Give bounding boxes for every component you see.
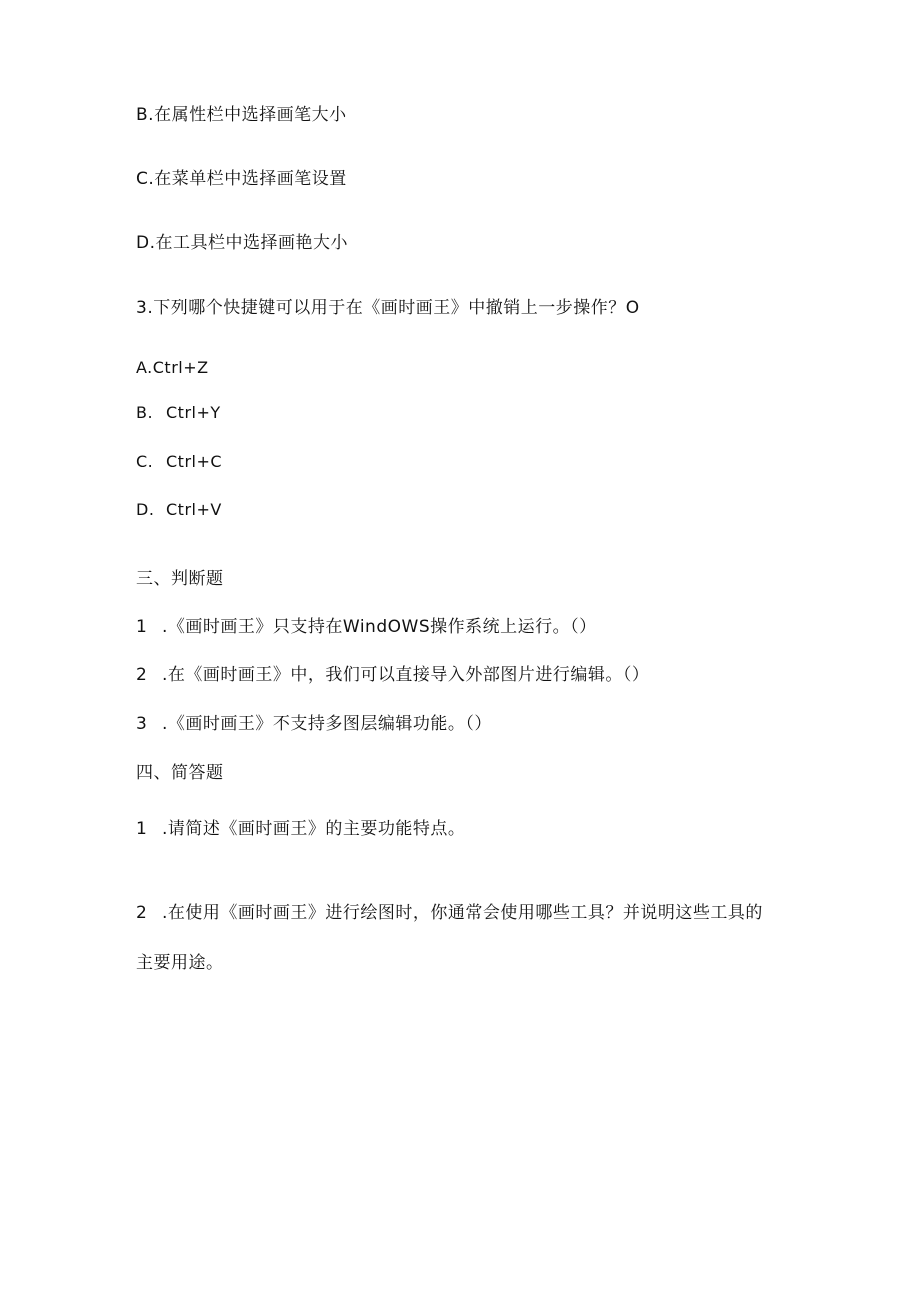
q2-option-d: D.在工具栏中选择画艳大小 — [136, 233, 348, 253]
q3-option-b — [136, 401, 221, 425]
section4-item-1 — [136, 817, 465, 841]
section3-item-1 — [136, 615, 597, 639]
option-text: Ctrl+Y — [166, 403, 221, 422]
item-number: 1 — [136, 819, 148, 839]
option-letter: D. — [136, 500, 155, 519]
item-number: 2 — [136, 903, 148, 923]
item-number: 1 — [136, 617, 148, 637]
item-number: 3 — [136, 714, 148, 734]
option-text: Ctrl+V — [166, 500, 222, 519]
q2-option-c: C.在菜单栏中选择画笔设置 — [136, 169, 347, 189]
q3-option-a: A.Ctrl+Z — [136, 358, 209, 377]
item-text: .《画时画王》只支持在WindOWS操作系统上运行。（） — [162, 617, 597, 637]
q2-option-b: B.在属性栏中选择画笔大小 — [136, 105, 347, 125]
item-text: .在《画时画王》中，我们可以直接导入外部图片进行编辑。（） — [162, 665, 650, 685]
section4-item-2 — [136, 888, 776, 988]
section3-item-3 — [136, 712, 492, 736]
item-text: .在使用《画时画王》进行绘图时，你通常会使用哪些工具？并说明这些工具的主要用途。 — [136, 903, 763, 973]
section3-item-2 — [136, 663, 649, 687]
option-text: Ctrl+C — [166, 452, 223, 471]
q3-question: 3.下列哪个快捷键可以用于在《画时画王》中撤销上一步操作？O — [136, 298, 640, 318]
q3-option-d — [136, 498, 222, 522]
option-letter: B. — [136, 403, 154, 422]
item-text: .请简述《画时画王》的主要功能特点。 — [162, 819, 466, 839]
section4-heading: 四、简答题 — [136, 763, 224, 783]
section3-heading: 三、判断题 — [136, 569, 224, 589]
item-number: 2 — [136, 665, 148, 685]
item-text: .《画时画王》不支持多图层编辑功能。（） — [162, 714, 492, 734]
q3-option-c — [136, 450, 222, 474]
option-letter: C. — [136, 452, 154, 471]
